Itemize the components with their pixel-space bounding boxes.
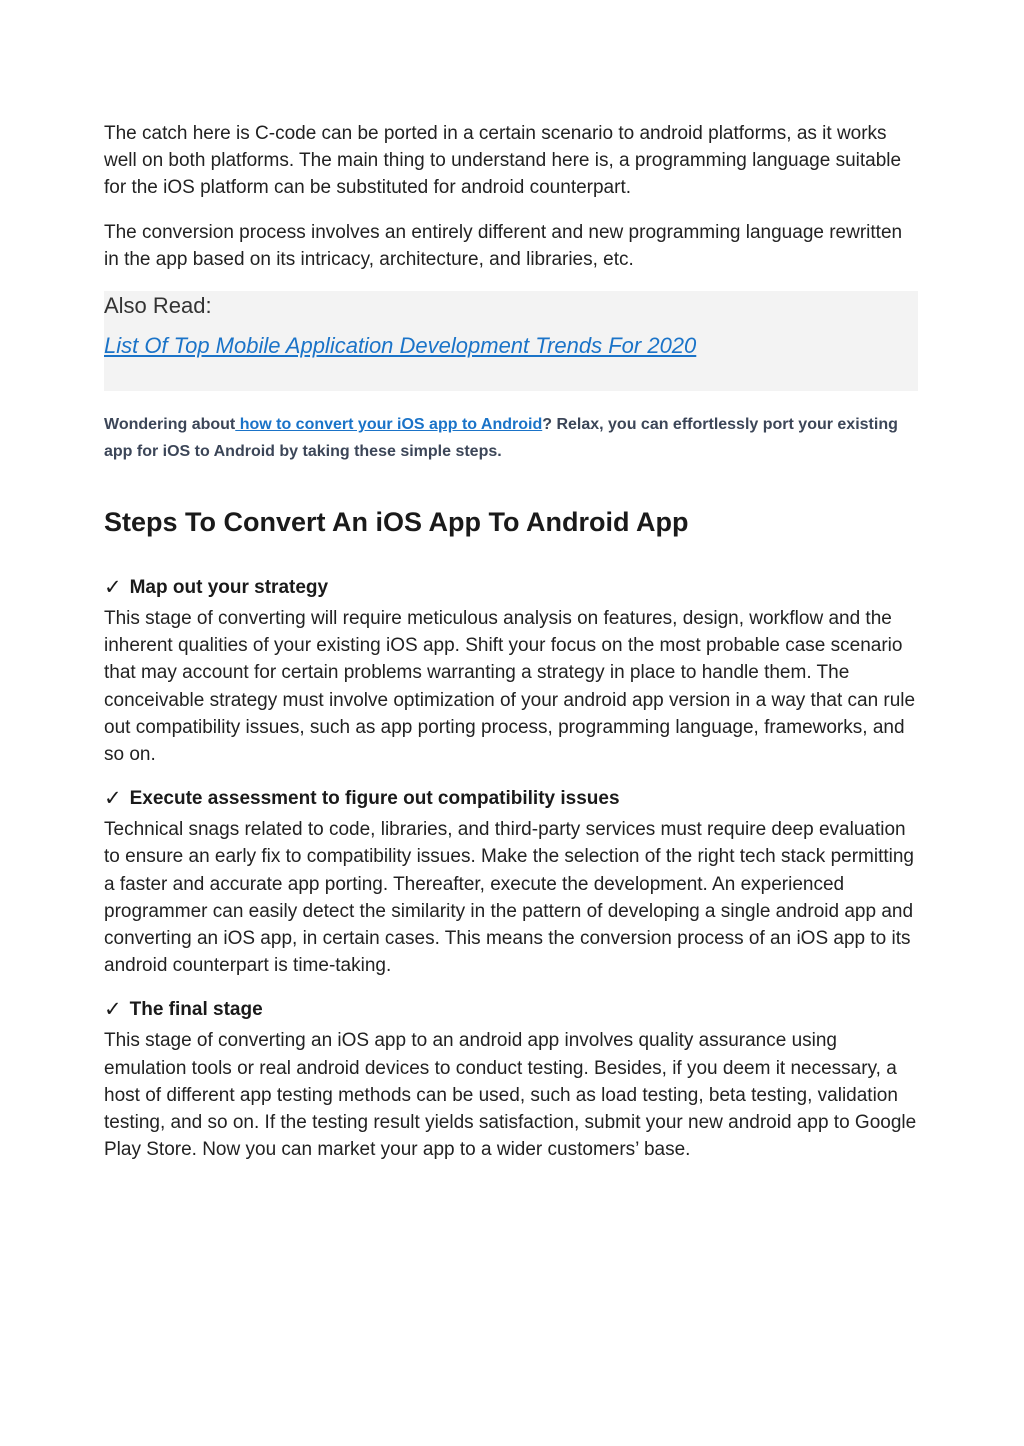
check-icon: ✓ xyxy=(104,998,122,1022)
also-read-link[interactable]: List Of Top Mobile Application Development Trends For 2020 xyxy=(104,333,697,358)
check-icon: ✓ xyxy=(104,787,122,811)
wondering-text-after: ? Relax, you can effortlessly port your existing app for iOS to Android by taking these simple steps. xyxy=(104,416,898,460)
step-title-text: Map out your strategy xyxy=(129,577,329,598)
intro-paragraph-1: The catch here is C-code can be ported in a certain scenario to android platforms, as it works well on both platforms. The main thing to understand here is, a programming language suitable for the iOS platform can be substituted for android counterpart. xyxy=(104,123,902,198)
step-title xyxy=(104,786,918,812)
step-final-stage xyxy=(104,997,918,1163)
step-body: Technical snags related to code, libraries, and third-party services must require deep evaluation to ensure an early fix to compatibility issues. Make the selection of the right tech stack permitting a faster and accurate app porting. Thereafter, execute the development. An experienced programmer can easily detect the similarity in the pattern of developing a single android app and converting an iOS app, in certain cases. This means the conversion process of an iOS app to its android counterpart is time-taking. xyxy=(104,819,914,977)
step-title-text: The final stage xyxy=(129,999,263,1021)
wondering-text-before: Wondering about xyxy=(104,416,236,433)
also-read-label: Also Read: xyxy=(104,293,212,318)
step-map-strategy xyxy=(104,575,918,768)
step-title xyxy=(104,575,918,601)
document-page xyxy=(104,120,918,1181)
step-title-text: Execute assessment to figure out compatibility issues xyxy=(129,788,620,810)
step-body: This stage of converting an iOS app to an android app involves quality assurance using emulation tools or real android devices to conduct testing. Besides, if you deem it necessary, a host of different app testing methods can be used, such as load testing, beta testing, validation testing, and so on. If the testing result yields satisfaction, submit your new android app to Google Play Store. Now you can market your app to a wider customers’ base. xyxy=(104,1030,917,1161)
check-icon: ✓ xyxy=(104,576,122,599)
convert-ios-to-android-link[interactable]: how to convert your iOS app to Android xyxy=(235,416,543,433)
intro-paragraph-2: The conversion process involves an entirely different and new programming language rewritten in the app based on its intricacy, architecture, and libraries, etc. xyxy=(104,222,903,270)
step-title xyxy=(104,997,918,1023)
also-read-box xyxy=(104,291,918,391)
section-heading: Steps To Convert An iOS App To Android App xyxy=(104,507,689,537)
wondering-paragraph xyxy=(104,411,918,465)
step-assessment xyxy=(104,786,918,979)
step-body: This stage of converting will require meticulous analysis on features, design, workflow and the inherent qualities of your existing iOS app. Shift your focus on the most probable case scenario that may account for certain problems warranting a strategy in place to handle them. The conceivable strategy must involve optimization of your android app version in a way that can rule out compatibility issues, such as app porting process, programming language, frameworks, and so on. xyxy=(104,608,916,766)
